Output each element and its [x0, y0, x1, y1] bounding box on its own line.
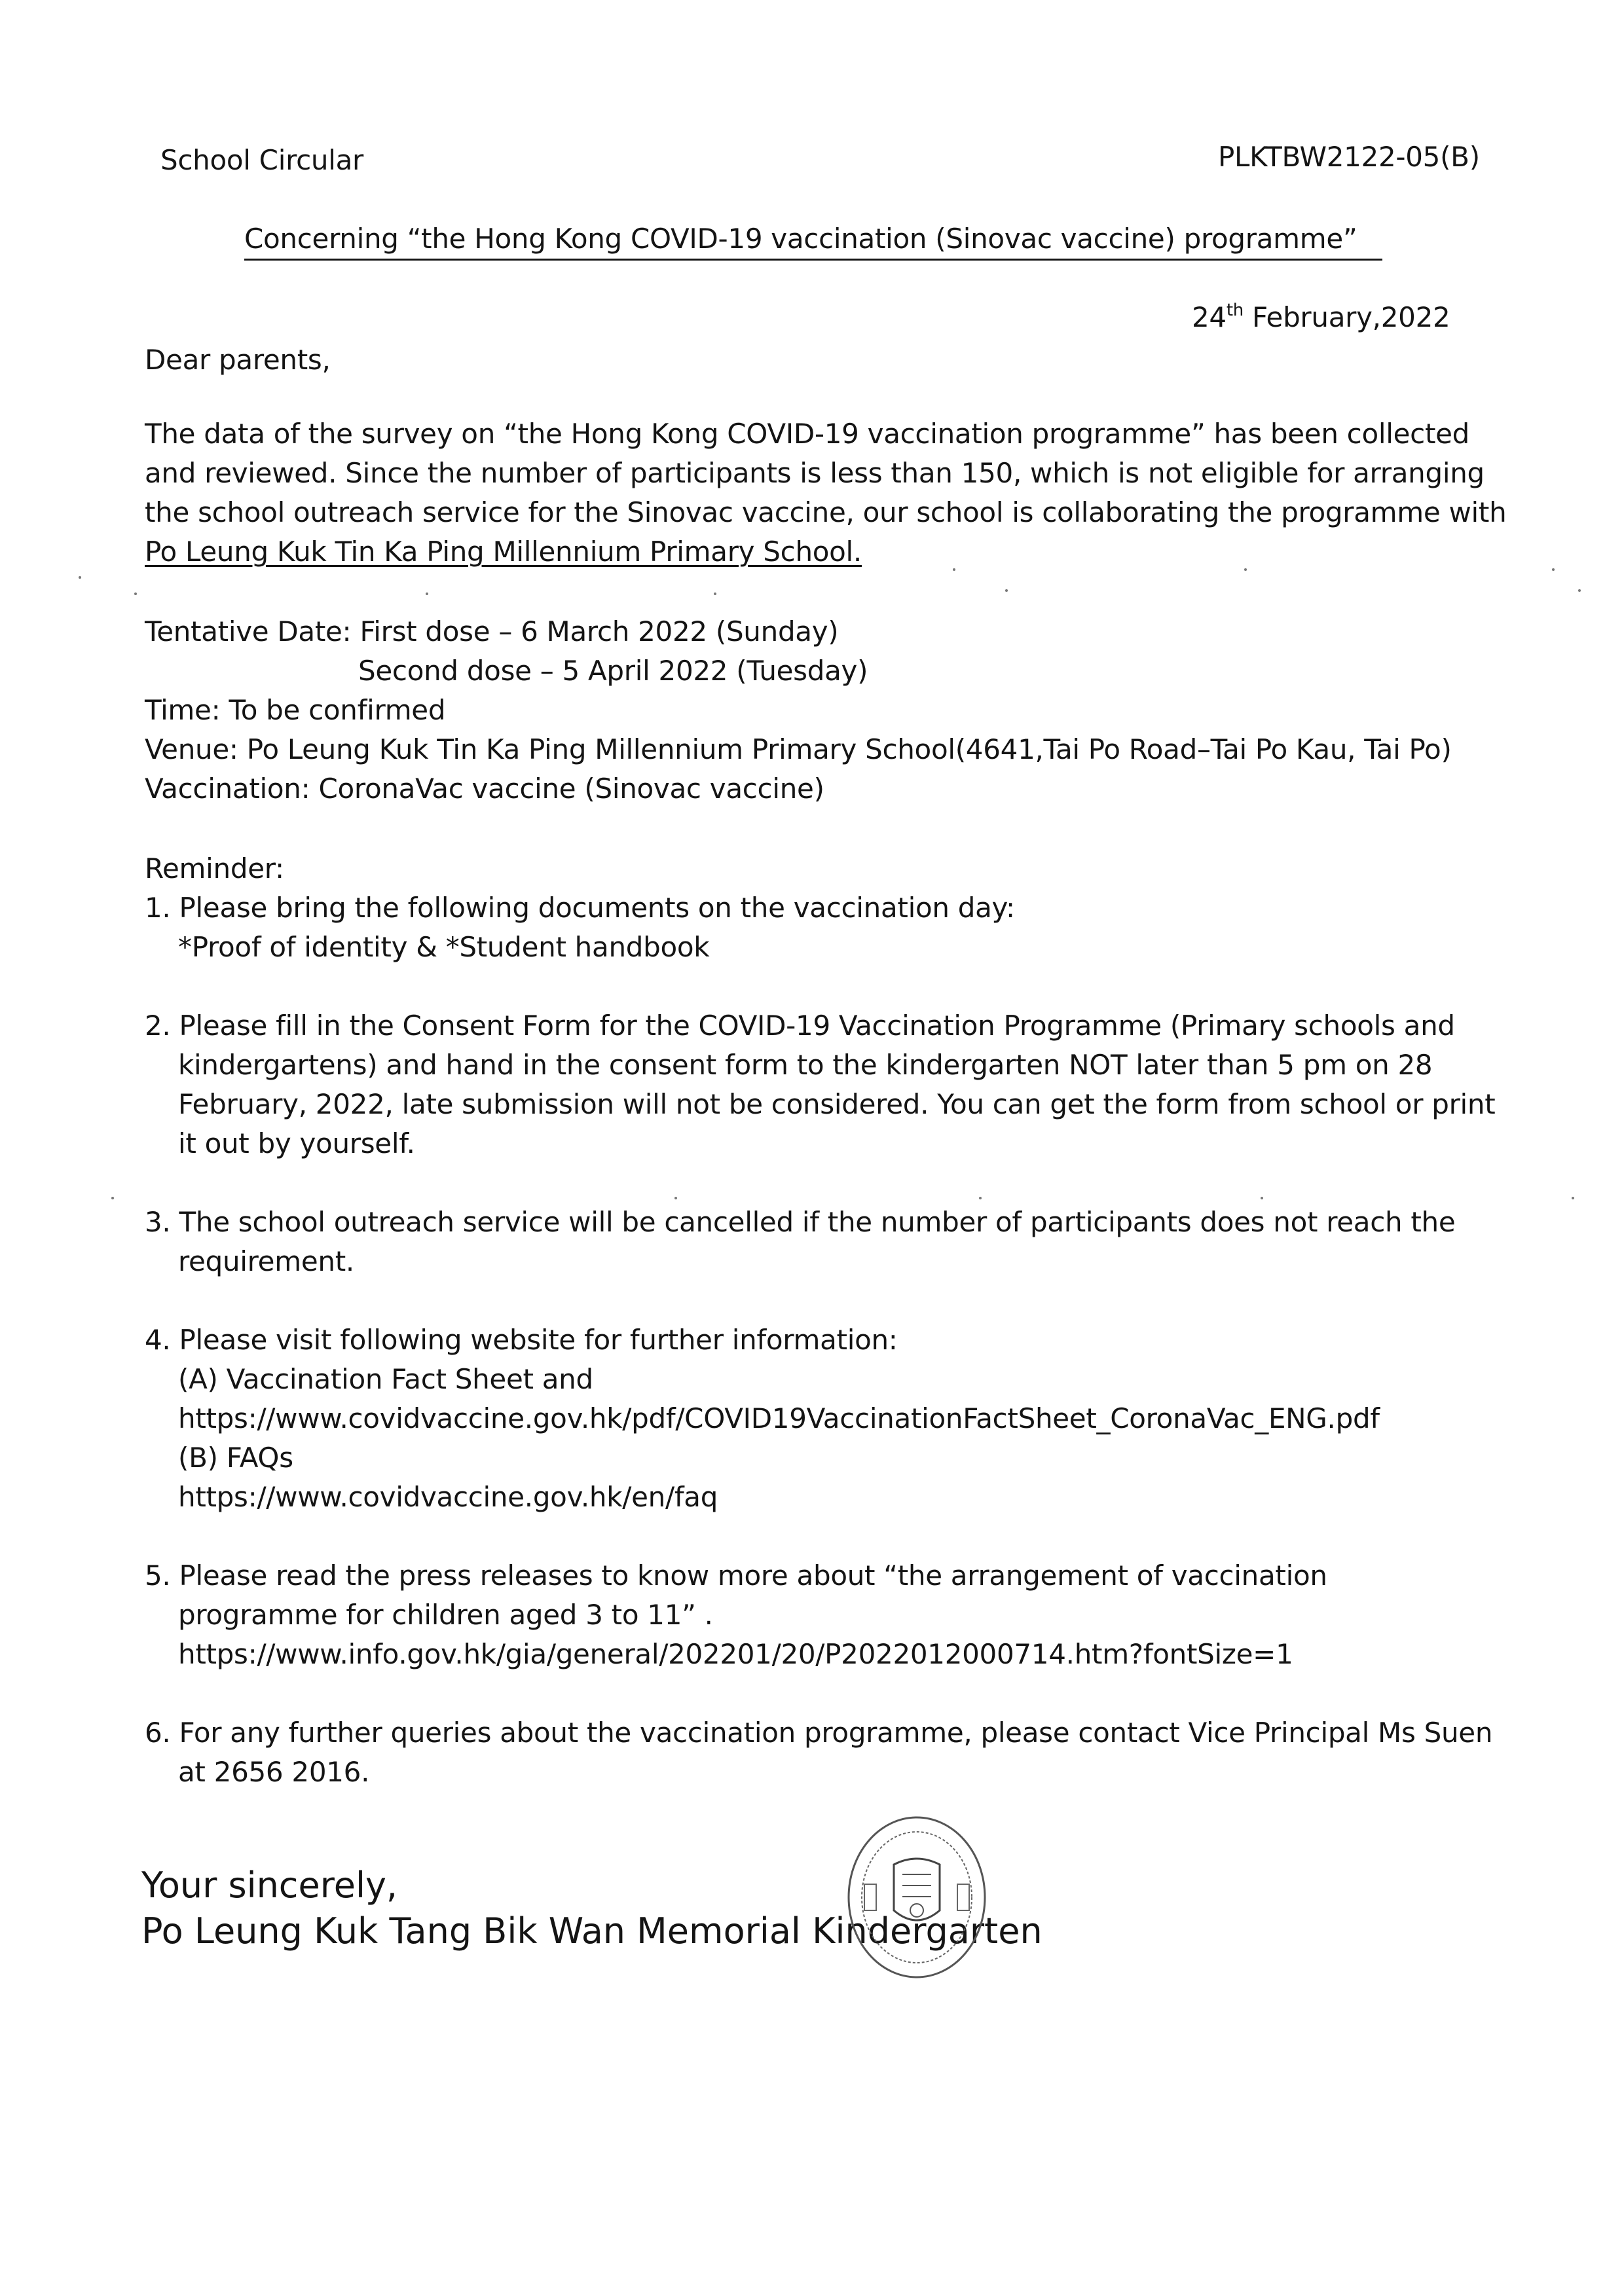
scan-speck [714, 592, 716, 595]
reminder-item-5-line-2: programme for children aged 3 to 11” . [178, 1599, 713, 1631]
school-seal-icon [845, 1812, 989, 1982]
intro-line-2: and reviewed. Since the number of participants is less than 150, which is not eligible for arranging [145, 457, 1485, 489]
scan-speck [953, 568, 955, 571]
partner-school: Po Leung Kuk Tin Ka Ping Millennium Primary School. [145, 536, 862, 568]
scan-speck [1572, 1197, 1574, 1199]
title-underline [244, 259, 1382, 261]
page-title: Concerning “the Hong Kong COVID-19 vaccination (Sinovac vaccine) programme” [244, 223, 1357, 255]
scan-speck [426, 592, 428, 595]
scan-speck [1244, 568, 1247, 571]
venue-line: Venue: Po Leung Kuk Tin Ka Ping Millennium Primary School(4641,Tai Po Road–Tai Po Kau, Tai Po) [145, 733, 1452, 765]
scan-speck [674, 1197, 677, 1199]
scan-speck [134, 592, 137, 595]
scan-speck [979, 1197, 982, 1199]
salutation: Dear parents, [145, 344, 331, 376]
intro-line-1: The data of the survey on “the Hong Kong COVID-19 vaccination programme” has been collected [145, 418, 1470, 450]
time-line: Time: To be confirmed [145, 694, 446, 726]
reminder-heading: Reminder: [145, 852, 284, 884]
reminder-item-4-line-2: (A) Vaccination Fact Sheet and [178, 1363, 593, 1395]
reminder-item-3-line-1: 3. The school outreach service will be cancelled if the number of participants does not reach the [145, 1206, 1456, 1238]
reminder-item-1-line-2: *Proof of identity & *Student handbook [178, 931, 710, 963]
reminder-item-4-line-1: 4. Please visit following website for further information: [145, 1324, 898, 1356]
faq-url: https://www.covidvaccine.gov.hk/en/faq [178, 1481, 718, 1513]
reminder-item-2-line-2: kindergartens) and hand in the consent form to the kindergarten NOT later than 5 pm on 28 [178, 1049, 1433, 1081]
fact-sheet-url: https://www.covidvaccine.gov.hk/pdf/COVID19VaccinationFactSheet_CoronaVac_ENG.pdf [178, 1402, 1380, 1434]
press-release-url: https://www.info.gov.hk/gia/general/202201/20/P2022012000714.htm?fontSize=1 [178, 1638, 1293, 1670]
reminder-item-1-line-1: 1. Please bring the following documents on the vaccination day: [145, 892, 1015, 924]
circular-label: School Circular [160, 144, 364, 176]
scan-speck [1552, 568, 1555, 571]
scan-speck [79, 576, 81, 579]
reminder-item-6-line-2: at 2656 2016. [178, 1756, 370, 1788]
reminder-item-4-line-4: (B) FAQs [178, 1442, 293, 1474]
scan-speck [1261, 1197, 1263, 1199]
scan-speck [111, 1197, 114, 1199]
reference-number: PLKTBW2122-05(B) [1218, 141, 1480, 173]
reminder-item-3-line-2: requirement. [178, 1245, 354, 1277]
reminder-item-2-line-1: 2. Please fill in the Consent Form for the COVID-19 Vaccination Programme (Primary schools and [145, 1010, 1455, 1042]
circular-date: 24th February,2022 [1192, 301, 1450, 333]
reminder-item-6-line-1: 6. For any further queries about the vaccination programme, please contact Vice Principal Ms Suen [145, 1717, 1493, 1749]
scan-speck [1578, 589, 1581, 592]
reminder-item-5-line-1: 5. Please read the press releases to know more about “the arrangement of vaccination [145, 1559, 1327, 1592]
scan-speck [1005, 589, 1008, 592]
signatory: Po Leung Kuk Tang Bik Wan Memorial Kindergarten [141, 1910, 1043, 1952]
intro-line-3: the school outreach service for the Sinovac vaccine, our school is collaborating the programme with [145, 496, 1507, 528]
vaccination-line: Vaccination: CoronaVac vaccine (Sinovac vaccine) [145, 773, 824, 805]
reminder-item-2-line-3: February, 2022, late submission will not be considered. You can get the form from school or print [178, 1088, 1496, 1120]
second-dose-date: Second dose – 5 April 2022 (Tuesday) [358, 655, 868, 687]
first-dose-date: Tentative Date: First dose – 6 March 2022 (Sunday) [145, 615, 839, 647]
valediction: Your sincerely, [141, 1865, 398, 1906]
reminder-item-2-line-4: it out by yourself. [178, 1127, 415, 1159]
